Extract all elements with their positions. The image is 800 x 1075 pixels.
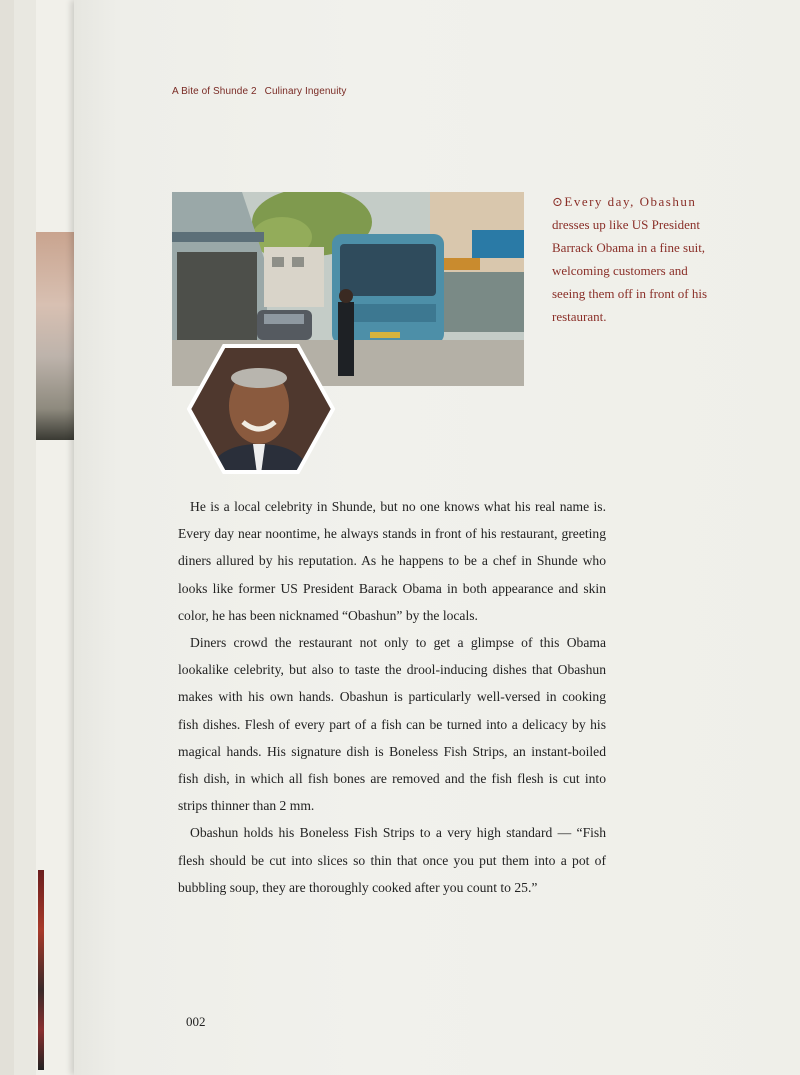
caption-line: dresses up like US President <box>552 217 701 232</box>
paragraph: Diners crowd the restaurant not only to get a glimpse of this Obama lookalike celebrity, but also to taste the drool-inducing dishes that Obashun makes with his own hands. Obashun is particularly well-versed in cooking fish dishes. Flesh of every part of a fish can be turned into a delicacy by his magical hands. His signature dish is Boneless Fish Strips, an instant-boiled fish dish, in which all fish bones are removed and the fish flesh is cut into strips thinner than 2 mm. <box>178 635 606 814</box>
body-text <box>178 493 606 901</box>
paragraph: He is a local celebrity in Shunde, but no one knows what his real name is. Every day near noontime, he always stands in front of his restaurant, greeting diners allured by his reputation. As he happens to be a chef in Shunde who looks like former US President Barack Obama in both appearance and skin color, he has been nicknamed “Obashun” by the locals. <box>178 499 606 623</box>
page-edge <box>14 0 37 1075</box>
caption-line: ⊙Every day, Obashun <box>552 194 697 209</box>
underlying-page-photo <box>36 232 76 440</box>
page-number: 002 <box>186 1014 206 1029</box>
underlying-page-strip <box>38 870 44 1070</box>
running-header <box>172 86 347 97</box>
caption-line: restaurant. <box>552 309 607 324</box>
caption-line: seeing them off in front of his <box>552 286 708 301</box>
chapter-title: Culinary Ingenuity <box>264 86 347 97</box>
caption-line: welcoming customers and <box>552 263 688 278</box>
portrait-hexagon <box>187 344 335 474</box>
book-page <box>74 0 800 1075</box>
book-title: A Bite of Shunde 2 <box>172 86 257 97</box>
paragraph: Obashun holds his Boneless Fish Strips to a very high standard — “Fish flesh should be cut into slices so thin that once you put them into a pot of bubbling soup, they are thoroughly cooked after you count to 25.” <box>178 825 606 895</box>
page-edge <box>0 0 15 1075</box>
caption-line: Barrack Obama in a fine suit, <box>552 240 706 255</box>
